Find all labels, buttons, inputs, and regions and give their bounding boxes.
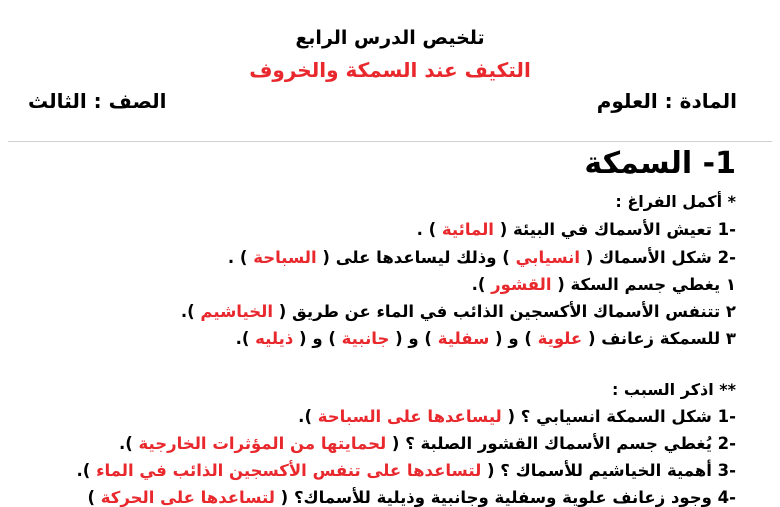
reason-item: -2 يُغطي جسم الأسماك القشور الصلبة ؟ ( لحمايتها من المؤثرات الخارجية ). (118, 434, 736, 453)
lesson-subtitle: التكيف عند السمكة والخروف (249, 58, 531, 82)
fill-item: -1 تعيش الأسماك في البيئة ( المائية ) . (416, 220, 736, 239)
reason-item: -3 أهمية الخياشيم للأسماك ؟ ( لتساعدها على تنفس الأكسجين الذائب في الماء ). (76, 461, 736, 480)
divider (8, 141, 772, 142)
reason-item: -1 شكل السمكة انسيابي ؟ ( ليساعدها على السباحة ). (298, 407, 736, 426)
grade-label: الصف : الثالث (28, 89, 167, 113)
fill-item: ٣ للسمكة زعانف ( علوية ) و ( سفلية ) و ( جانبية ) و ( ذيليه ). (235, 329, 736, 348)
lesson-title: تلخيص الدرس الرابع (295, 27, 485, 49)
fill-item: ٢ تتنفس الأسماك الأكسجين الذائب في الماء عن طريق ( الخياشيم ). (180, 302, 736, 321)
fill-item: ١ يغطي جسم السكة ( القشور ). (471, 275, 736, 294)
section-title: السمكة (584, 146, 693, 181)
reason-heading: ** اذكر السبب : (611, 380, 736, 399)
subject-label: المادة : العلوم (596, 89, 737, 113)
section-heading (584, 146, 736, 181)
fill-heading: * أكمل الفراغ : (615, 192, 736, 211)
reason-item: -4 وجود زعانف علوية وسفلية وجانبية وذيلية للأسماك؟ ( لتساعدها على الحركة ) (87, 488, 736, 507)
fill-item: -2 شكل الأسماك ( انسيابي ) وذلك ليساعدها على ( السباحة ) . (227, 248, 736, 267)
section-number: 1- (702, 146, 736, 181)
